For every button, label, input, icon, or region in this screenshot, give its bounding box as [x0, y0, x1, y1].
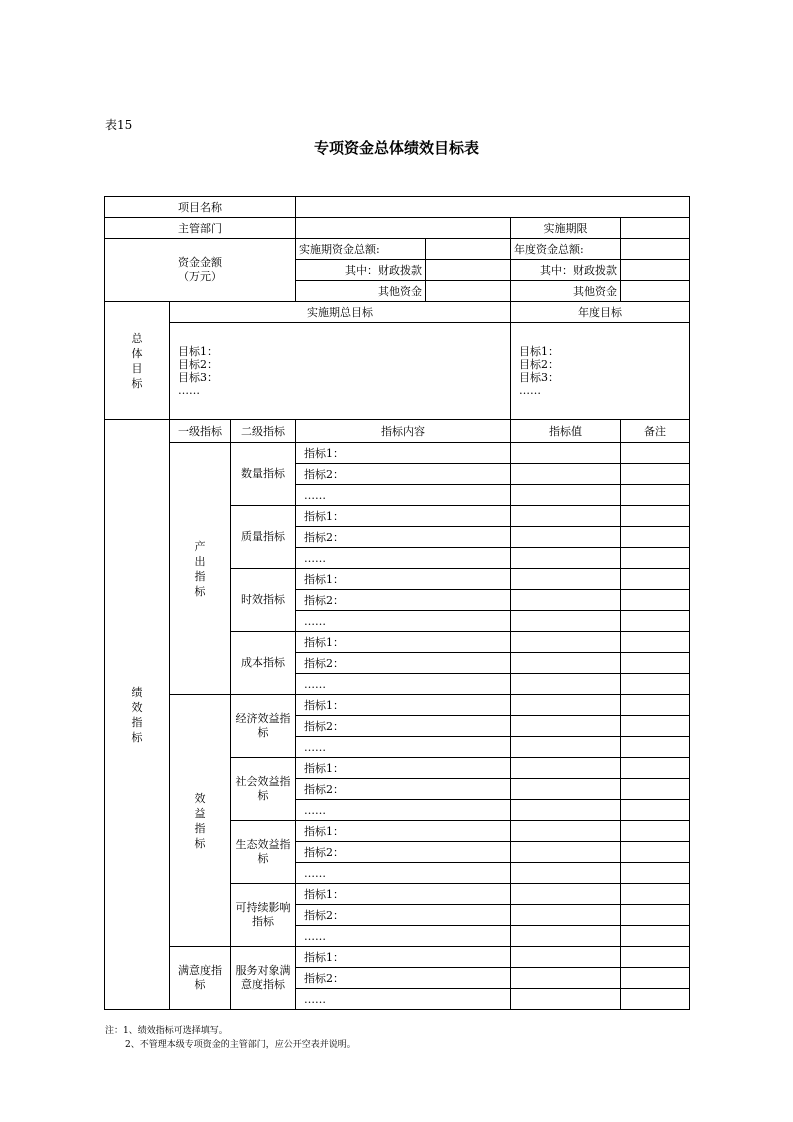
- period-goal-header: 实施期总目标: [170, 302, 511, 323]
- indicator-value[interactable]: [511, 485, 621, 506]
- period-goal-3: 目标3：: [178, 371, 218, 384]
- indicator-remark[interactable]: [621, 905, 690, 926]
- output-level2-label: 时效指标: [231, 569, 296, 632]
- indicator-content[interactable]: 指标2：: [296, 779, 511, 800]
- indicator-remark[interactable]: [621, 443, 690, 464]
- year-total-label: 年度资金总额:: [511, 239, 621, 260]
- period-goal-content[interactable]: [170, 323, 511, 420]
- indicator-content[interactable]: ……: [296, 737, 511, 758]
- year-goal-1: 目标1：: [519, 345, 559, 358]
- department-value[interactable]: [296, 218, 511, 239]
- indicator-value[interactable]: [511, 653, 621, 674]
- year-fiscal-value[interactable]: [621, 260, 690, 281]
- indicator-value[interactable]: [511, 779, 621, 800]
- period-goal-2: 目标2：: [178, 358, 218, 371]
- page-title: 专项资金总体绩效目标表: [313, 139, 479, 157]
- footnotes: [105, 1024, 356, 1052]
- indicator-remark[interactable]: [621, 611, 690, 632]
- amount-unit-text: （万元）: [178, 270, 222, 283]
- benefit-level1-label: 效 益 指 标: [170, 695, 231, 947]
- indicator-remark[interactable]: [621, 947, 690, 968]
- indicator-remark[interactable]: [621, 674, 690, 695]
- project-name-label: 项目名称: [105, 197, 296, 218]
- indicator-value[interactable]: [511, 590, 621, 611]
- indicator-remark[interactable]: [621, 821, 690, 842]
- indicator-value[interactable]: [511, 737, 621, 758]
- period-fiscal-label: 其中：财政拨款: [296, 260, 426, 281]
- row-perf-header: [105, 420, 690, 443]
- year-fiscal-label: 其中：财政拨款: [511, 260, 621, 281]
- indicator-content[interactable]: 指标1：: [296, 632, 511, 653]
- period-label: 实施期限: [511, 218, 621, 239]
- indicator-content[interactable]: 指标2：: [296, 716, 511, 737]
- indicator-remark[interactable]: [621, 569, 690, 590]
- col-level1-header: 一级指标: [170, 420, 231, 443]
- note-1: 注：1、绩效指标可选择填写。: [105, 1026, 228, 1036]
- indicator-remark[interactable]: [621, 800, 690, 821]
- indicator-remark[interactable]: [621, 464, 690, 485]
- indicator-remark[interactable]: [621, 842, 690, 863]
- indicator-content[interactable]: ……: [296, 548, 511, 569]
- indicator-value[interactable]: [511, 464, 621, 485]
- indicator-content[interactable]: 指标1：: [296, 506, 511, 527]
- output-level2-label: 质量指标: [231, 506, 296, 569]
- indicator-value[interactable]: [511, 989, 621, 1010]
- indicator-content[interactable]: 指标1：: [296, 758, 511, 779]
- indicator-value[interactable]: [511, 926, 621, 947]
- row-department: [105, 218, 690, 239]
- benefit-level2-label: 社会效益指标: [231, 758, 296, 821]
- indicator-value[interactable]: [511, 674, 621, 695]
- indicator-content[interactable]: 指标2：: [296, 653, 511, 674]
- indicator-value[interactable]: [511, 947, 621, 968]
- indicator-value[interactable]: [511, 716, 621, 737]
- indicator-value[interactable]: [511, 695, 621, 716]
- row-project-name: [105, 197, 690, 218]
- indicator-remark[interactable]: [621, 716, 690, 737]
- period-other-label: 其他资金: [296, 281, 426, 302]
- indicator-remark[interactable]: [621, 779, 690, 800]
- indicator-remark[interactable]: [621, 485, 690, 506]
- indicator-value[interactable]: [511, 443, 621, 464]
- indicator-value[interactable]: [511, 527, 621, 548]
- benefit-level2-label: 可持续影响指标: [231, 884, 296, 947]
- project-name-value[interactable]: [296, 197, 690, 218]
- indicator-row: [105, 443, 690, 464]
- indicator-value[interactable]: [511, 569, 621, 590]
- indicator-content[interactable]: 指标2：: [296, 905, 511, 926]
- indicator-content[interactable]: ……: [296, 926, 511, 947]
- indicator-content[interactable]: 指标1：: [296, 695, 511, 716]
- indicator-content[interactable]: 指标2：: [296, 590, 511, 611]
- year-goal-2: 目标2：: [519, 358, 559, 371]
- indicator-remark[interactable]: [621, 968, 690, 989]
- table-number: 表15: [105, 118, 133, 132]
- indicator-remark[interactable]: [621, 632, 690, 653]
- indicator-value[interactable]: [511, 821, 621, 842]
- year-goal-header: 年度目标: [511, 302, 690, 323]
- period-fiscal-value[interactable]: [426, 260, 511, 281]
- indicator-remark[interactable]: [621, 884, 690, 905]
- year-goal-more: ……: [519, 384, 541, 397]
- indicator-remark[interactable]: [621, 926, 690, 947]
- indicator-value[interactable]: [511, 800, 621, 821]
- row-goal-content: [105, 323, 690, 420]
- indicator-row: [105, 695, 690, 716]
- period-goal-1: 目标1：: [178, 345, 218, 358]
- department-label: 主管部门: [105, 218, 296, 239]
- indicator-remark[interactable]: [621, 653, 690, 674]
- satisfaction-level1-label: 满意度指标: [170, 947, 231, 1010]
- indicator-content[interactable]: 指标2：: [296, 464, 511, 485]
- indicator-content[interactable]: 指标1：: [296, 443, 511, 464]
- indicator-remark[interactable]: [621, 590, 690, 611]
- year-total-value[interactable]: [621, 239, 690, 260]
- year-goal-3: 目标3：: [519, 371, 559, 384]
- indicator-remark[interactable]: [621, 506, 690, 527]
- performance-indicator-label: 绩 效 指 标: [105, 420, 170, 1010]
- indicator-content[interactable]: ……: [296, 800, 511, 821]
- indicator-remark[interactable]: [621, 758, 690, 779]
- indicator-remark[interactable]: [621, 737, 690, 758]
- indicator-content[interactable]: ……: [296, 863, 511, 884]
- overall-goal-label: 总 体 目 标: [105, 302, 170, 420]
- row-amount-total: [105, 239, 690, 260]
- amount-label: [105, 239, 296, 302]
- indicator-content[interactable]: 指标1：: [296, 947, 511, 968]
- row-goal-header: [105, 302, 690, 323]
- indicator-value[interactable]: [511, 632, 621, 653]
- col-value-header: 指标值: [511, 420, 621, 443]
- indicator-row: [105, 947, 690, 968]
- year-other-label: 其他资金: [511, 281, 621, 302]
- indicator-value[interactable]: [511, 863, 621, 884]
- indicator-content[interactable]: 指标1：: [296, 821, 511, 842]
- indicator-content[interactable]: 指标2：: [296, 527, 511, 548]
- col-remark-header: 备注: [621, 420, 690, 443]
- indicator-value[interactable]: [511, 842, 621, 863]
- benefit-level2-label: 经济效益指标: [231, 695, 296, 758]
- col-level2-header: 二级指标: [231, 420, 296, 443]
- indicator-remark[interactable]: [621, 863, 690, 884]
- indicator-content[interactable]: 指标1：: [296, 569, 511, 590]
- indicator-value[interactable]: [511, 506, 621, 527]
- period-total-label: 实施期资金总额:: [296, 239, 426, 260]
- indicator-remark[interactable]: [621, 548, 690, 569]
- period-value[interactable]: [621, 218, 690, 239]
- indicator-remark[interactable]: [621, 527, 690, 548]
- indicator-content[interactable]: ……: [296, 989, 511, 1010]
- performance-goal-table: [104, 196, 690, 1010]
- note-2: 2、不管理本级专项资金的主管部门，应公开空表并说明。: [125, 1040, 356, 1050]
- output-level1-label: 产 出 指 标: [170, 443, 231, 695]
- indicator-content[interactable]: ……: [296, 674, 511, 695]
- indicator-value[interactable]: [511, 968, 621, 989]
- output-level2-label: 成本指标: [231, 632, 296, 695]
- period-goal-more: ……: [178, 384, 200, 397]
- indicator-value[interactable]: [511, 548, 621, 569]
- satisfaction-level2-label: 服务对象满意度指标: [231, 947, 296, 1010]
- indicator-content[interactable]: ……: [296, 485, 511, 506]
- period-total-value[interactable]: [426, 239, 511, 260]
- period-other-value[interactable]: [426, 281, 511, 302]
- year-other-value[interactable]: [621, 281, 690, 302]
- year-goal-content[interactable]: [511, 323, 690, 420]
- indicator-value[interactable]: [511, 884, 621, 905]
- benefit-level2-label: 生态效益指标: [231, 821, 296, 884]
- indicator-remark[interactable]: [621, 989, 690, 1010]
- indicator-value[interactable]: [511, 905, 621, 926]
- output-level2-label: 数量指标: [231, 443, 296, 506]
- indicator-remark[interactable]: [621, 695, 690, 716]
- amount-label-text: 资金金额: [178, 256, 222, 269]
- indicator-content[interactable]: 指标1：: [296, 884, 511, 905]
- col-content-header: 指标内容: [296, 420, 511, 443]
- indicator-value[interactable]: [511, 758, 621, 779]
- indicator-content[interactable]: ……: [296, 611, 511, 632]
- indicator-content[interactable]: 指标2：: [296, 968, 511, 989]
- indicator-value[interactable]: [511, 611, 621, 632]
- indicator-content[interactable]: 指标2：: [296, 842, 511, 863]
